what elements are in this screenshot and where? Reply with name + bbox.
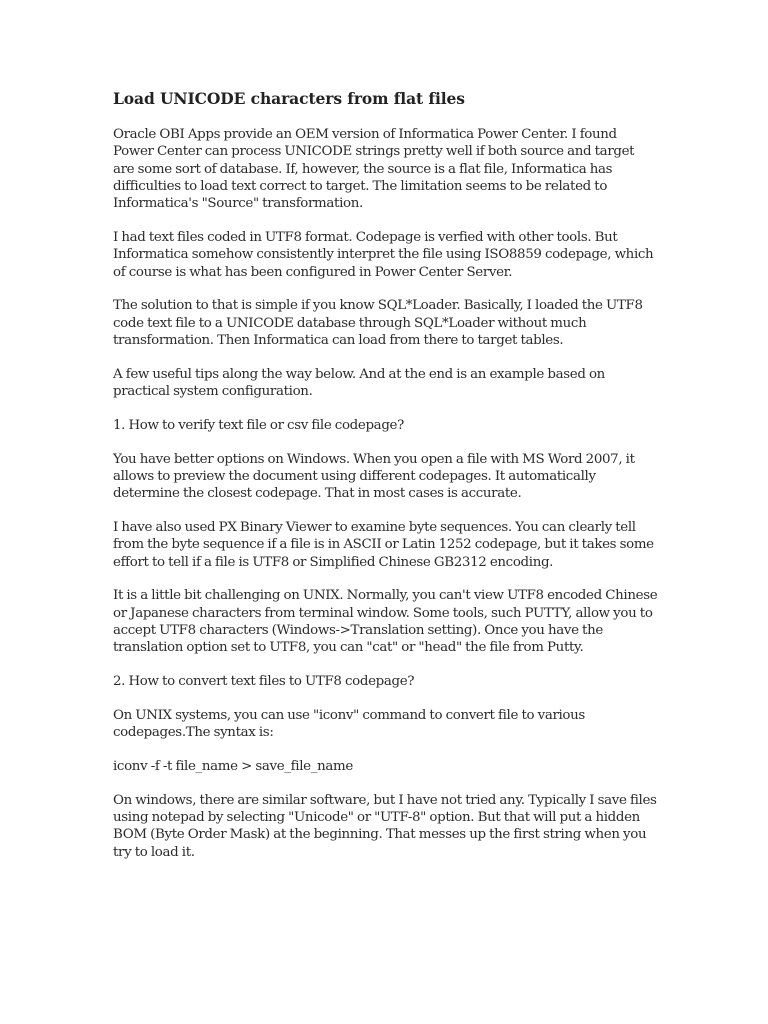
heading-convert-codepage: 2. How to convert text files to UTF8 codepage? bbox=[113, 674, 415, 690]
document-title: Load UNICODE characters from flat files bbox=[113, 89, 465, 108]
paragraph-binary-viewer: I have also used PX Binary Viewer to examine byte sequences. You can clearly tell from the byte sequence if a file is in ASCII or Latin 1252 codepage, but it takes some effort to tell if a file is UTF8 or Simplified Chinese GB2312 encoding. bbox=[113, 520, 654, 570]
paragraph-unix: It is a little bit challenging on UNIX. Normally, you can't view UTF8 encoded Chinese or Japanese characters from terminal window. Some tools, such PUTTY, allow you to accept UTF8 characters (Windows->Translation setting). Once you have the translation option set to UTF8, you can "cat" or "head" the file from Putty. bbox=[113, 588, 658, 656]
paragraph-windows-options: You have better options on Windows. When you open a file with MS Word 2007, it allows to preview the document using different codepages. It automatically determine the closest codepage. That in most cases is accurate. bbox=[113, 451, 635, 502]
heading-verify-codepage: 1. How to verify text file or csv file codepage? bbox=[113, 417, 404, 433]
paragraph-intro: Oracle OBI Apps provide an OEM version of Informatica Power Center. I found Power Center can process UNICODE strings pretty well if both source and target are some sort of database. If, however, the source is a flat file, Informatica has difficulties to load text correct to target. The limitation seems to be related to Informatica's "Source" transformation. bbox=[113, 127, 635, 212]
paragraph-tips: A few useful tips along the way below. And at the end is an example based on practical system configuration. bbox=[113, 366, 605, 400]
code-iconv-syntax: iconv -f -t file_name > save_file_name bbox=[113, 759, 353, 775]
paragraph-windows-save: On windows, there are similar software, but I have not tried any. Typically I save files using notepad by selecting "Unicode" or "UTF-8" option. But that will put a hidden BOM (Byte Order Mask) at the beginning. That messes up the first string when you try to load it. bbox=[113, 792, 657, 860]
paragraph-iconv: On UNIX systems, you can use "iconv" command to convert file to various codepages.The syntax is: bbox=[113, 707, 585, 741]
paragraph-solution: The solution to that is simple if you know SQL*Loader. Basically, I loaded the UTF8 code text file to a UNICODE database through SQL*Loader without much transformation. Then Informatica can load from there to target tables. bbox=[113, 298, 643, 348]
paragraph-utf8-files: I had text files coded in UTF8 format. Codepage is verfied with other tools. But Informatica somehow consistently interpret the file using ISO8859 codepage, which of course is what has been configured in Power Center Server. bbox=[113, 229, 654, 280]
document-page bbox=[113, 88, 658, 878]
